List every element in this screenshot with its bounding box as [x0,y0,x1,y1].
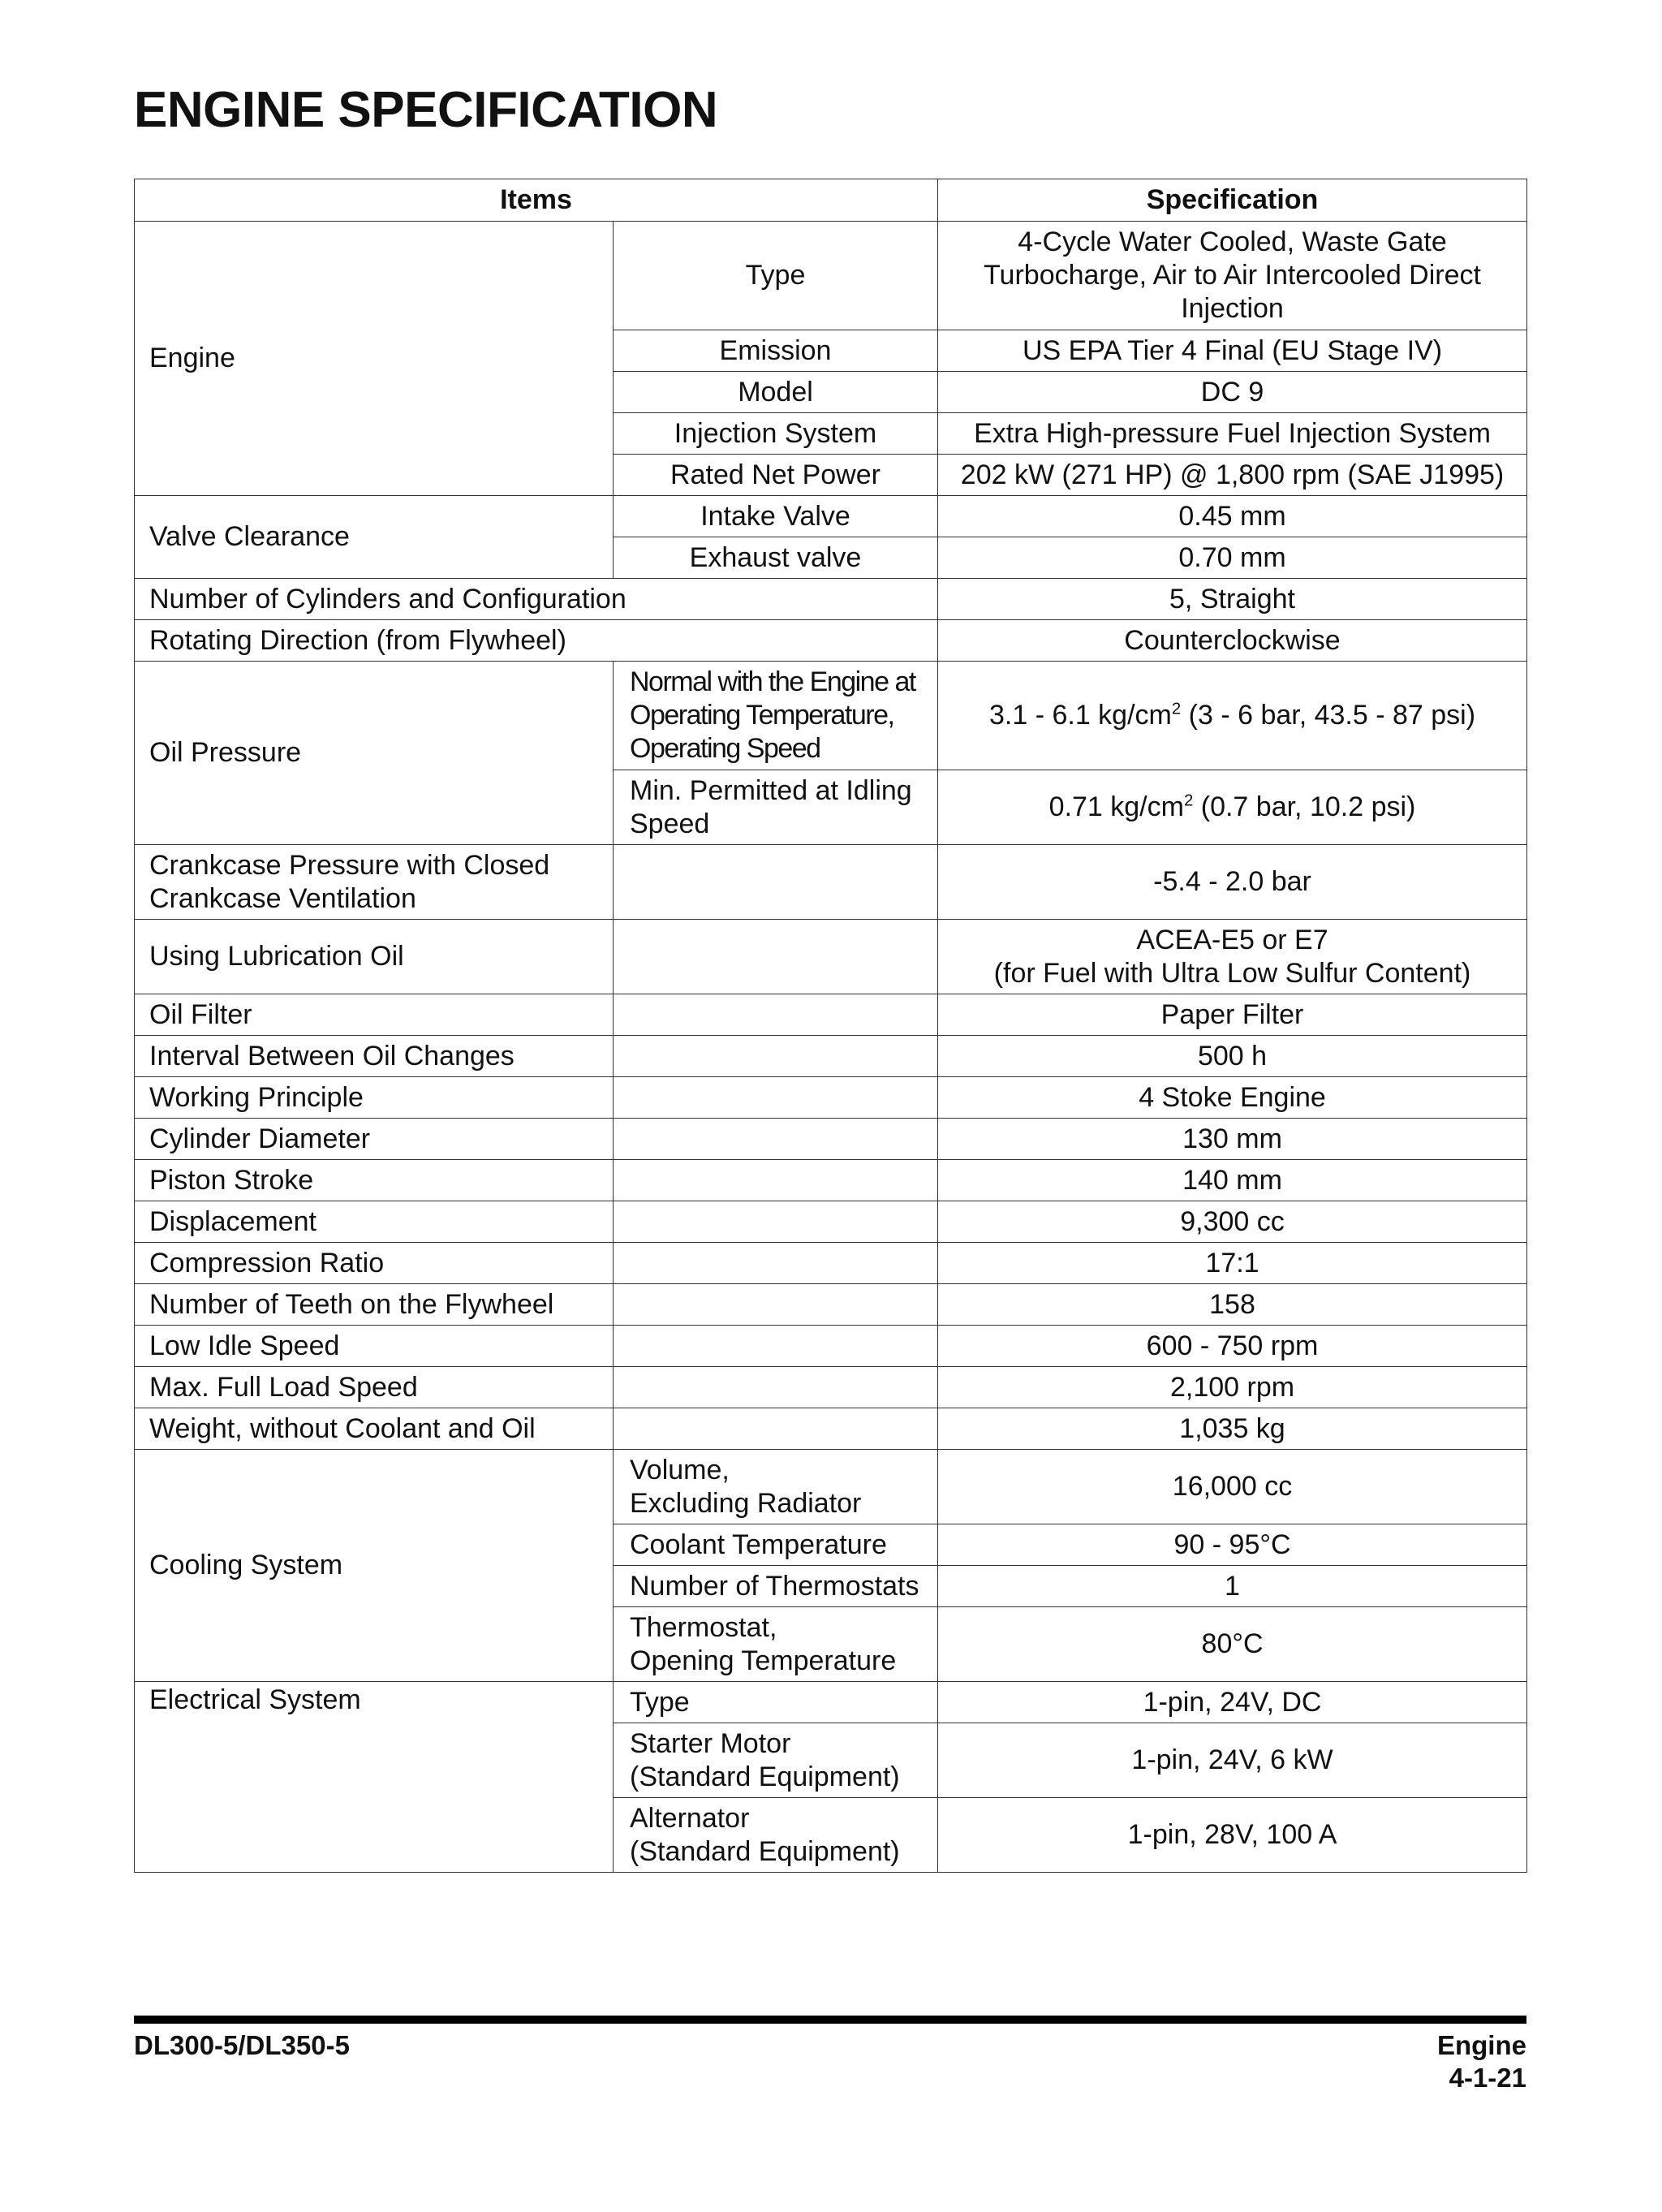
empty-sub-item [614,1201,938,1243]
table-row [135,1201,1527,1243]
table-row [135,496,1527,537]
table-row [135,845,1527,920]
item-label: Low Idle Speed [135,1326,614,1367]
table-row [135,1450,1527,1524]
sub-item: Starter Motor (Standard Equipment) [614,1723,938,1798]
sub-item: Alternator (Standard Equipment) [614,1798,938,1873]
table-row [135,1077,1527,1119]
footer-section [1437,2029,1526,2094]
empty-sub-item [614,1036,938,1077]
table-row [135,1408,1527,1450]
sub-item: Model [614,372,938,413]
spec-value: 9,300 cc [938,1201,1527,1243]
sub-item: Injection System [614,413,938,455]
item-label: Oil Filter [135,994,614,1036]
header-items: Items [135,179,938,222]
spec-value: 140 mm [938,1160,1527,1201]
table-row [135,222,1527,330]
item-cylinders: Number of Cylinders and Configuration [135,579,938,620]
table-row [135,1243,1527,1284]
item-crankcase: Crankcase Pressure with Closed Crankcase Ventilation [135,845,614,920]
sub-item: Min. Permitted at Idling Speed [614,770,938,845]
empty-sub-item [614,1077,938,1119]
engine-spec-table [134,179,1527,1873]
table-row [135,994,1527,1036]
table-row [135,1160,1527,1201]
spec-value: 17:1 [938,1243,1527,1284]
table-row [135,662,1527,770]
spec-value: DC 9 [938,372,1527,413]
sub-item: Normal with the Engine at Operating Temperature, Operating Speed [614,662,938,770]
spec-value: 90 - 95°C [938,1524,1527,1566]
item-oil-pressure: Oil Pressure [135,662,614,845]
table-row [135,1036,1527,1077]
table-row [135,1119,1527,1160]
item-label: Displacement [135,1201,614,1243]
sub-item: Type [614,222,938,330]
table-row [135,1367,1527,1408]
empty-sub-item [614,1367,938,1408]
empty-sub-item [614,994,938,1036]
table-row [135,1326,1527,1367]
empty-sub-item [614,845,938,920]
spec-value: 4-Cycle Water Cooled, Waste Gate Turbocharge, Air to Air Intercooled Direct Injection [938,222,1527,330]
item-label: Number of Teeth on the Flywheel [135,1284,614,1326]
sub-item: Exhaust valve [614,537,938,579]
item-label: Piston Stroke [135,1160,614,1201]
spec-value: 0.70 mm [938,537,1527,579]
spec-value: 1,035 kg [938,1408,1527,1450]
item-label: Working Principle [135,1077,614,1119]
spec-value: 1-pin, 28V, 100 A [938,1798,1527,1873]
sub-item: Emission [614,330,938,372]
item-engine: Engine [135,222,614,496]
empty-sub-item [614,920,938,994]
spec-value: 80°C [938,1607,1527,1682]
item-rotation: Rotating Direction (from Flywheel) [135,620,938,662]
empty-sub-item [614,1326,938,1367]
sub-item: Volume, Excluding Radiator [614,1450,938,1524]
spec-value: 1 [938,1566,1527,1607]
item-cooling-system: Cooling System [135,1450,614,1682]
footer-rule [134,2016,1526,2024]
table-row [135,1284,1527,1326]
sub-item: Rated Net Power [614,455,938,496]
sub-item: Intake Valve [614,496,938,537]
footer-section-name: Engine [1436,2030,1526,2060]
footer-page-number: 4-1-21 [1449,2063,1526,2093]
table-row [135,620,1527,662]
spec-value: Paper Filter [938,994,1527,1036]
table-row [135,579,1527,620]
header-specification: Specification [938,179,1527,222]
page-title: ENGINE SPECIFICATION [134,82,718,138]
item-label: Cylinder Diameter [135,1119,614,1160]
spec-value: -5.4 - 2.0 bar [938,845,1527,920]
table-row [135,1682,1527,1723]
sub-item: Type [614,1682,938,1723]
spec-value: Counterclockwise [938,620,1527,662]
spec-value: 3.1 - 6.1 $kg/cm^2$ (3 - 6 bar, 43.5 - 87 psi) [938,662,1527,770]
spec-value: 5, Straight [938,579,1527,620]
empty-sub-item [614,1284,938,1326]
item-valve-clearance: Valve Clearance [135,496,614,579]
spec-value: 0.45 mm [938,496,1527,537]
empty-sub-item [614,1119,938,1160]
footer-model: DL300-5/DL350-5 [134,2030,350,2060]
spec-value: 600 - 750 rpm [938,1326,1527,1367]
item-electrical-system: Electrical System [135,1682,614,1873]
spec-value: 202 kW (271 HP) @ 1,800 rpm (SAE J1995) [938,455,1527,496]
spec-value: ACEA-E5 or E7 (for Fuel with Ultra Low Sulfur Content) [938,920,1527,994]
spec-value: 1-pin, 24V, DC [938,1682,1527,1723]
sub-item: Coolant Temperature [614,1524,938,1566]
sub-item: Number of Thermostats [614,1566,938,1607]
table-row [135,920,1527,994]
spec-value: Extra High-pressure Fuel Injection System [938,413,1527,455]
spec-value: US EPA Tier 4 Final (EU Stage IV) [938,330,1527,372]
item-lubrication: Using Lubrication Oil [135,920,614,994]
spec-value: 500 h [938,1036,1527,1077]
spec-value: 16,000 cc [938,1450,1527,1524]
item-label: Weight, without Coolant and Oil [135,1408,614,1450]
sub-item: Thermostat, Opening Temperature [614,1607,938,1682]
spec-value: 4 Stoke Engine [938,1077,1527,1119]
spec-value: 2,100 rpm [938,1367,1527,1408]
empty-sub-item [614,1408,938,1450]
spec-value: 130 mm [938,1119,1527,1160]
table-header-row [135,179,1527,222]
item-label: Compression Ratio [135,1243,614,1284]
spec-value: 158 [938,1284,1527,1326]
spec-value: 1-pin, 24V, 6 kW [938,1723,1527,1798]
item-label: Max. Full Load Speed [135,1367,614,1408]
spec-value: 0.71 $kg/cm^2$ (0.7 bar, 10.2 psi) [938,770,1527,845]
empty-sub-item [614,1160,938,1201]
item-label: Interval Between Oil Changes [135,1036,614,1077]
empty-sub-item [614,1243,938,1284]
